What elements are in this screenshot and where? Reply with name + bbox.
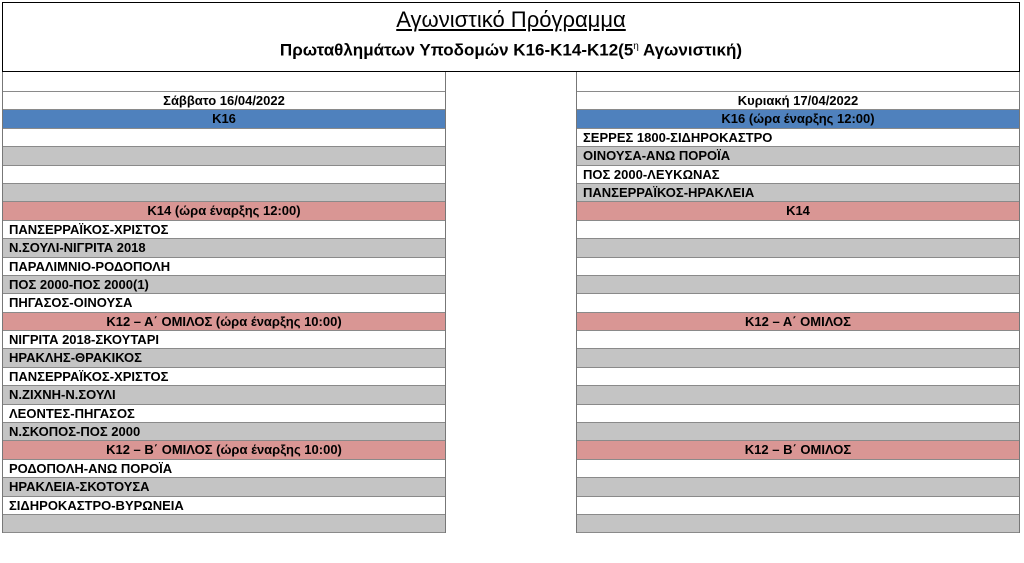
match-row: ΣΕΡΡΕΣ 1800-ΣΙΔΗΡΟΚΑΣΤΡΟ: [577, 129, 1019, 147]
match-row: Ν.ΣΚΟΠΟΣ-ΠΟΣ 2000: [3, 423, 445, 441]
match-row: [3, 515, 445, 533]
schedule-sheet: [2, 2, 1020, 563]
match-row: [577, 405, 1019, 423]
k14-header: Κ14: [577, 202, 1019, 220]
blank-row: [3, 72, 445, 92]
match-row: ΠΑΝΣΕΡΡΑΪΚΟΣ-ΗΡΑΚΛΕΙΑ: [577, 184, 1019, 202]
title-box: [2, 2, 1020, 72]
k12a-header: Κ12 – Α΄ ΟΜΙΛΟΣ: [577, 313, 1019, 331]
k14-header: Κ14 (ώρα έναρξης 12:00): [3, 202, 445, 220]
match-row: ΠΗΓΑΣΟΣ-ΟΙΝΟΥΣΑ: [3, 294, 445, 312]
match-row: [577, 349, 1019, 367]
match-row: ΠΑΝΣΕΡΡΑΪΚΟΣ-ΧΡΙΣΤΟΣ: [3, 368, 445, 386]
k12a-header: Κ12 – Α΄ ΟΜΙΛΟΣ (ώρα έναρξης 10:00): [3, 313, 445, 331]
match-row: [3, 129, 445, 147]
match-row: ΝΙΓΡΙΤΑ 2018-ΣΚΟΥΤΑΡΙ: [3, 331, 445, 349]
match-row: [577, 258, 1019, 276]
sunday-date: Κυριακή 17/04/2022: [577, 92, 1019, 110]
match-row: [577, 368, 1019, 386]
saturday-column: [2, 72, 446, 533]
k16-header: Κ16: [3, 110, 445, 128]
match-row: ΟΙΝΟΥΣΑ-ΑΝΩ ΠΟΡΟΪΑ: [577, 147, 1019, 165]
match-row: [3, 184, 445, 202]
match-row: ΣΙΔΗΡΟΚΑΣΤΡΟ-ΒΥΡΩΝΕΙΑ: [3, 497, 445, 515]
match-row: [577, 331, 1019, 349]
match-row: [577, 221, 1019, 239]
match-row: ΠΟΣ 2000-ΠΟΣ 2000(1): [3, 276, 445, 294]
match-row: [577, 276, 1019, 294]
match-row: [577, 497, 1019, 515]
match-row: [577, 294, 1019, 312]
k16-header: Κ16 (ώρα έναρξης 12:00): [577, 110, 1019, 128]
match-row: ΠΟΣ 2000-ΛΕΥΚΩΝΑΣ: [577, 166, 1019, 184]
match-row: ΗΡΑΚΛΕΙΑ-ΣΚΟΤΟΥΣΑ: [3, 478, 445, 496]
match-row: [577, 478, 1019, 496]
match-row: [577, 239, 1019, 257]
match-row: [3, 147, 445, 165]
match-row: [577, 460, 1019, 478]
match-row: [577, 515, 1019, 533]
match-row: ΡΟΔΟΠΟΛΗ-ΑΝΩ ΠΟΡΟΪΑ: [3, 460, 445, 478]
blank-row: [577, 72, 1019, 92]
saturday-date: Σάββατο 16/04/2022: [3, 92, 445, 110]
sunday-column: [576, 72, 1020, 533]
match-row: [3, 166, 445, 184]
k12b-header: Κ12 – Β΄ ΟΜΙΛΟΣ: [577, 441, 1019, 459]
match-row: ΠΑΝΣΕΡΡΑΪΚΟΣ-ΧΡΙΣΤΟΣ: [3, 221, 445, 239]
page-subtitle: Πρωταθλημάτων Υποδομών $K16-K14-K12(5^\eta$ Αγωνιστική): [279, 40, 743, 60]
match-row: ΗΡΑΚΛΗΣ-ΘΡΑΚΙΚΟΣ: [3, 349, 445, 367]
k12b-header: Κ12 – Β΄ ΟΜΙΛΟΣ (ώρα έναρξης 10:00): [3, 441, 445, 459]
match-row: Ν.ΣΟΥΛΙ-ΝΙΓΡΙΤΑ 2018: [3, 239, 445, 257]
match-row: [577, 423, 1019, 441]
match-row: Ν.ΖΙΧΝΗ-Ν.ΣΟΥΛΙ: [3, 386, 445, 404]
match-row: ΛΕΟΝΤΕΣ-ΠΗΓΑΣΟΣ: [3, 405, 445, 423]
match-row: ΠΑΡΑΛΙΜΝΙΟ-ΡΟΔΟΠΟΛΗ: [3, 258, 445, 276]
page-title: Αγωνιστικό Πρόγραμμα: [396, 7, 626, 32]
match-row: [577, 386, 1019, 404]
